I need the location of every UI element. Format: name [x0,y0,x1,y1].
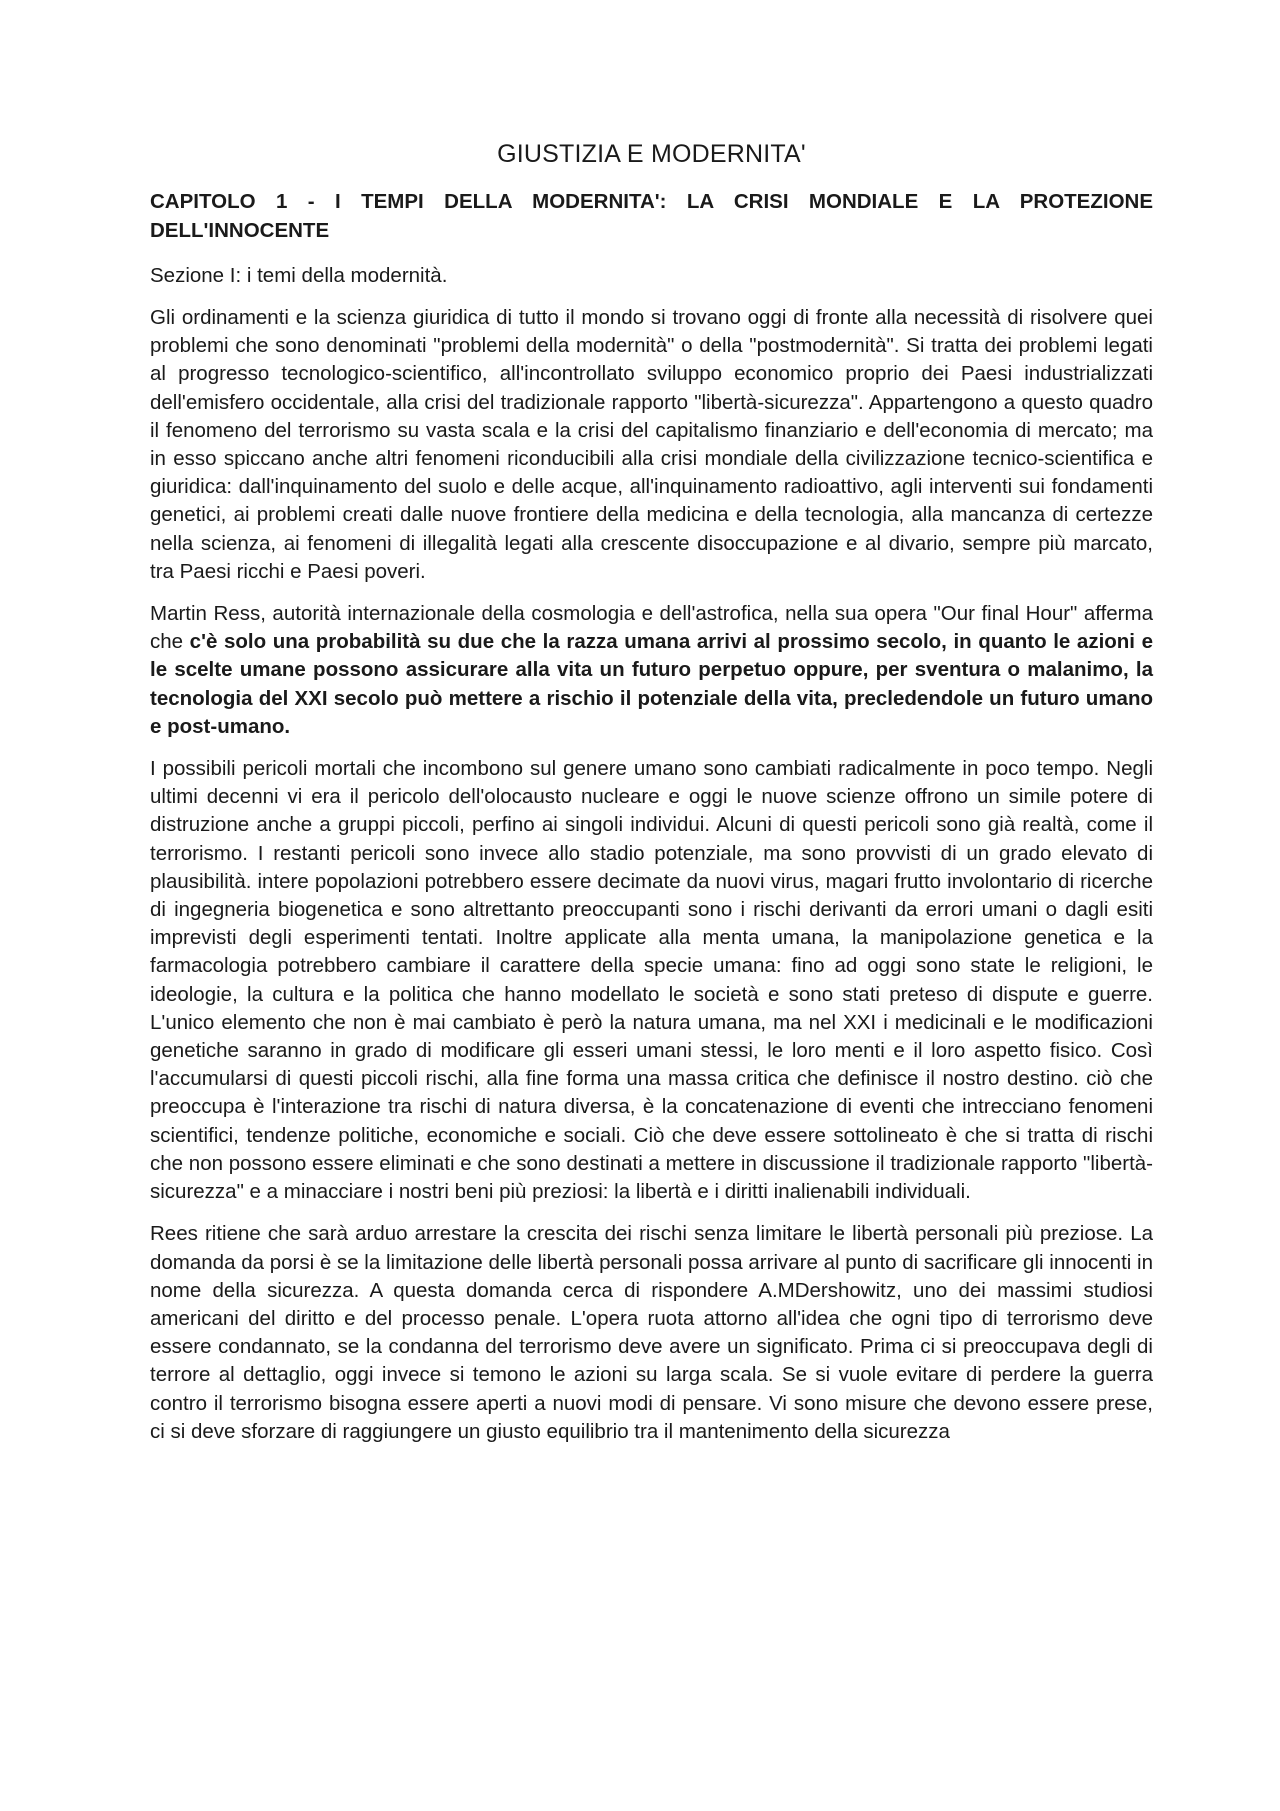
document-page [150,140,1153,1460]
document-title: GIUSTIZIA E MODERNITA' [497,140,806,168]
paragraph-4: Rees ritiene che sarà arduo arrestare la crescita dei rischi senza limitare le libertà personali più preziose. La domanda da porsi è se la limitazione delle libertà personali possa arrivare al punto di sacrificare gli innocenti in nome della sicurezza. A questa domanda cerca di rispondere A.MDershowitz, uno dei massimi studiosi americani del diritto e del processo penale. L'opera ruota attorno all'idea che ogni tipo di terrorismo deve essere condannato, se la condanna del terrorismo deve avere un significato. Prima ci si preoccupava degli di terrore al dettaglio, oggi invece si temono le azioni su larga scala. Se si vuole evitare di perdere la guerra contro il terrorismo bisogna essere aperti a nuovi modi di pensare. Vi sono misure che devono essere prese, ci si deve sforzare di raggiungere un giusto equilibrio tra il mantenimento della sicurezza [150,1222,1153,1443]
paragraph-2 [150,600,1153,741]
section-heading: Sezione I: i temi della modernità. [150,264,448,287]
paragraph-2-bold-quote: c'è solo una probabilità su due che la razza umana arrivi al prossimo secolo, in quanto le azioni e le scelte umane possono assicurare alla vita un futuro perpetuo oppure, per sventura o malanimo, la tecnologia del XXI secolo può mettere a rischio il potenziale della vita, precledendole un futuro umano e post-umano. [150,630,1154,738]
chapter-heading: CAPITOLO 1 - I TEMPI DELLA MODERNITA': LA CRISI MONDIALE E LA PROTEZIONE DELL'INNOCENTE [150,190,1153,242]
paragraph-2-intro: Martin Ress, autorità internazionale della cosmologia e dell'astrofica, nella sua opera "Our final Hour" afferma che [150,602,1153,654]
paragraph-3: I possibili pericoli mortali che incombono sul genere umano sono cambiati radicalmente in poco tempo. Negli ultimi decenni vi era il pericolo dell'olocausto nucleare e oggi le nuove scienze offrono un simile potere di distruzione anche a gruppi piccoli, perfino ai singoli individui. Alcuni di questi pericoli sono già realtà, come il terrorismo. I restanti pericoli sono invece allo stadio potenziale, ma sono provvisti di un grado elevato di plausibilità. intere popolazioni potrebbero essere decimate da nuovi virus, magari frutto involontario di ricerche di ingegneria biogenetica e sono altrettanto preoccupanti sono i rischi derivanti da errori umani o dagli esiti imprevisti degli esperimenti tentati. Inoltre applicate alla menta umana, la manipolazione genetica e la farmacologia potrebbero cambiare il carattere della specie umana: fino ad oggi sono state le religioni, le ideologie, la cultura e la politica che hanno modellato le società e sono stati preteso di dispute e guerre. L'unico elemento che non è mai cambiato è però la natura umana, ma nel XXI i medicinali e le modificazioni genetiche saranno in grado di modificare gli esseri umani stessi, le loro menti e il loro aspetto fisico. Così l'accumularsi di questi piccoli rischi, alla fine forma una massa critica che definisce il nostro destino. ciò che preoccupa è l'interazione tra rischi di natura diversa, è la concatenazione di eventi che intrecciano fenomeni scientifici, tendenze politiche, economiche e sociali. Ciò che deve essere sottolineato è che si tratta di rischi che non possono essere eliminati e che sono destinati a mettere in discussione il tradizionale rapporto "libertà-sicurezza" e a minacciare i nostri beni più preziosi: la libertà e i diritti inalienabili individuali. [150,757,1153,1204]
paragraph-1: Gli ordinamenti e la scienza giuridica di tutto il mondo si trovano oggi di fronte alla necessità di risolvere quei problemi che sono denominati "problemi della modernità" o della "postmodernità". Si tratta dei problemi legati al progresso tecnologico-scientifico, all'incontrollato sviluppo economico proprio dei Paesi industrializzati dell'emisfero occidentale, alla crisi del tradizionale rapporto "libertà-sicurezza". Appartengono a questo quadro il fenomeno del terrorismo su vasta scala e la crisi del capitalismo finanziario e dell'economia di mercato; ma in esso spiccano anche altri fenomeni riconducibili alla crisi mondiale della civilizzazione tecnico-scientifica e giuridica: dall'inquinamento del suolo e delle acque, all'inquinamento radioattivo, agli interventi sui fondamenti genetici, ai problemi creati dalle nuove frontiere della medicina e della tecnologia, alla mancanza di certezze nella scienza, ai fenomeni di illegalità legati alla crescente disoccupazione e al divario, sempre più marcato, tra Paesi ricchi e Paesi poveri. [150,306,1153,583]
